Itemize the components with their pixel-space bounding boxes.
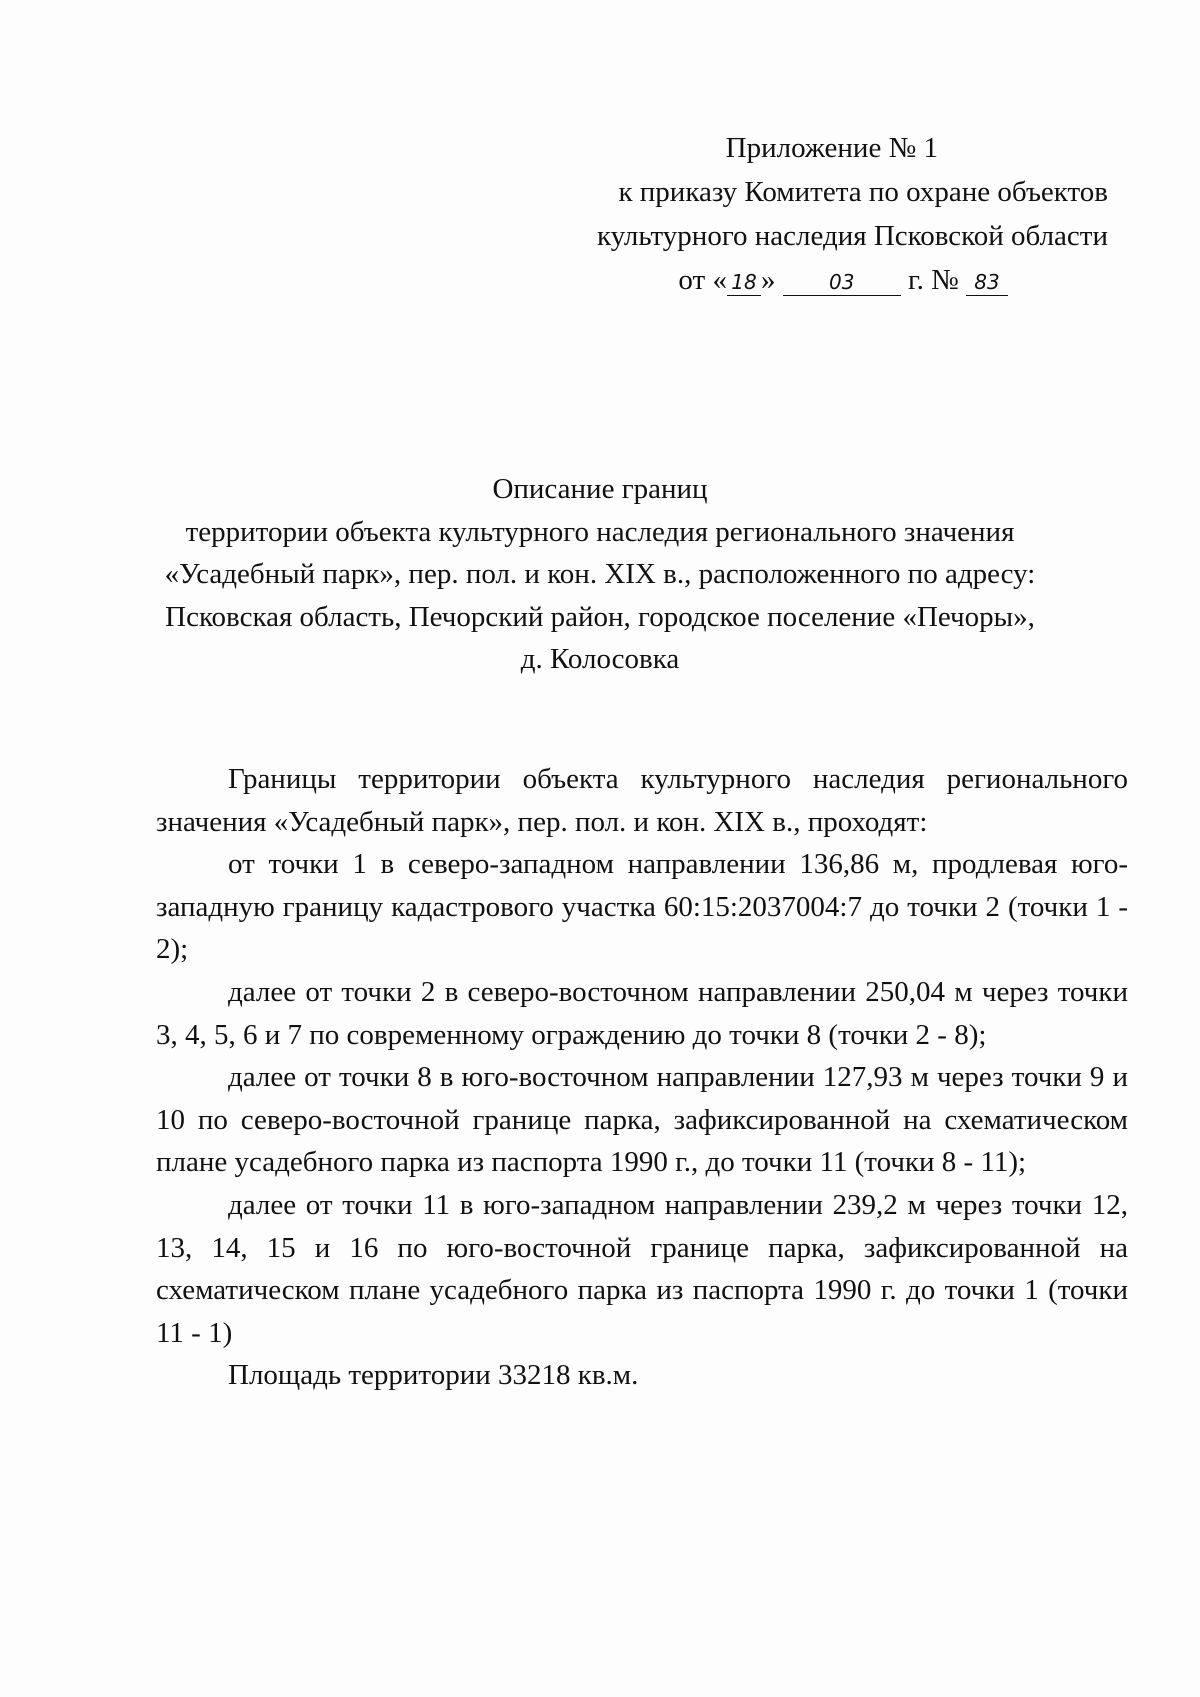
date-mid: » <box>760 264 776 296</box>
handwritten-order-number: 83 <box>966 269 1008 296</box>
order-date-line <box>488 258 1108 302</box>
title-line-5: д. Колосовка <box>520 643 680 675</box>
document-title <box>0 468 1200 681</box>
paragraph-segment-1-2: от точки 1 в северо-западном направлении 136,86 м, продлевая юго-западную границу кадастрового участка 60:15:2037004:7 до точки 2 (точки 1 - 2); <box>156 848 1128 966</box>
document-body <box>156 758 1128 1397</box>
paragraph-intro: Границы территории объекта культурного наследия регионального значения «Усадебный парк», пер. пол. и кон. XIX в., проходят: <box>156 763 1128 838</box>
title-line-3: «Усадебный парк», пер. пол. и кон. XIX в., расположенного по адресу: <box>164 558 1036 590</box>
date-prefix: от « <box>678 264 727 296</box>
handwritten-day: 18 <box>727 269 761 296</box>
date-year-separator: г. № <box>907 264 959 296</box>
order-reference: к приказу Комитета по охране объектов <box>618 176 1108 208</box>
committee-name: культурного наследия Псковской области <box>597 220 1108 252</box>
appendix-number: Приложение № 1 <box>725 132 938 164</box>
appendix-header <box>488 126 1108 302</box>
title-line-1: Описание границ <box>492 473 708 505</box>
paragraph-segment-11-1: далее от точки 11 в юго-западном направлении 239,2 м через точки 12, 13, 14, 15 и 16 по юго-восточной границе парка, зафиксированной на схематическом плане усадебного парка из паспорта 1990 г. до точки 1 (точки 11 - 1) <box>156 1188 1128 1349</box>
handwritten-month: 03 <box>783 269 901 296</box>
title-line-4: Псковская область, Печорский район, городское поселение «Печоры», <box>165 600 1035 633</box>
paragraph-segment-2-8: далее от точки 2 в северо-восточном направлении 250,04 м через точки 3, 4, 5, 6 и 7 по современному ограждению до точки 8 (точки 2 - 8); <box>156 975 1128 1051</box>
title-line-2: территории объекта культурного наследия регионального значения <box>185 515 1015 548</box>
paragraph-segment-8-11: далее от точки 8 в юго-восточном направлении 127,93 м через точки 9 и 10 по северо-восточной границе парка, зафиксированной на схематическом плане усадебного парка из паспорта 1990 г., до точки 11 (точки 8 - 11); <box>156 1061 1128 1179</box>
paragraph-area: Площадь территории 33218 кв.м. <box>228 1359 639 1392</box>
